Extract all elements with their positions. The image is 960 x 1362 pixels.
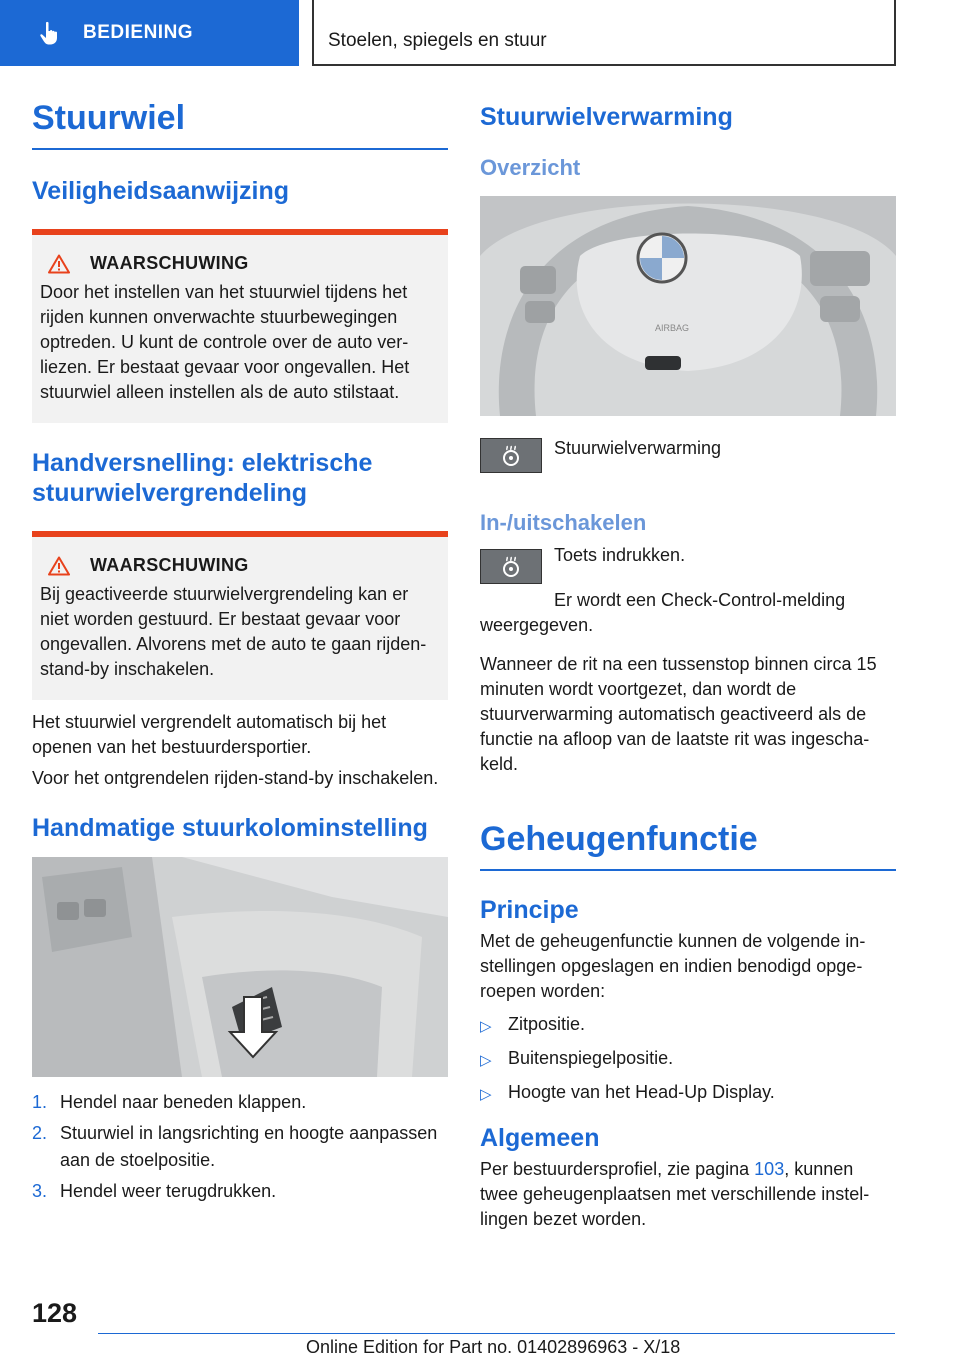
triangle-bullet-icon: ▷ (480, 1086, 492, 1103)
steering-heating-icon (500, 556, 522, 578)
list-item: 1. Hendel naar beneden klappen. (32, 1092, 307, 1112)
warning-box-2 (32, 531, 448, 700)
heading-manual-column: Handmatige stuurkolominstelling (32, 814, 428, 842)
right-column (480, 96, 896, 1232)
memory-settings-list (480, 1012, 896, 1107)
list-item: ▷ Zitpositie. (480, 1012, 896, 1039)
paragraph-lock-release: Voor het ontgrendelen rijden-stand-by inschakelen. (32, 768, 439, 788)
chapter-title-box (312, 0, 896, 66)
steering-heating-icon (500, 445, 522, 467)
steering-heating-button (480, 438, 542, 473)
paragraph-auto-activation: Wanneer de rit na een tussenstop binnen circa 15 minuten wordt voortgezet, dan wordt de stuurverwarming automatisch geactiveerd als de functie na afloop van de laatste rit was ingeschakeld. (480, 654, 877, 774)
page-header (0, 0, 960, 66)
triangle-bullet-icon: ▷ (480, 1052, 492, 1069)
page-title-steering-wheel: Stuurwiel (32, 96, 448, 150)
heading-steering-heating: Stuurwielverwarming (480, 103, 733, 131)
hand-pointer-icon (37, 20, 63, 46)
left-column (32, 96, 448, 1209)
warning-triangle-icon (48, 254, 70, 274)
paragraph-general: Per bestuurdersprofiel, zie pagina 103, kunnen twee geheugenplaatsen met verschillende instellingen bezet worden. (480, 1159, 870, 1229)
steering-column-illustration (32, 857, 448, 1077)
warning-header (40, 555, 440, 576)
steering-wheel-drawing (480, 196, 896, 416)
button-caption: Stuurwielverwarming (554, 438, 722, 458)
triangle-bullet-icon: ▷ (480, 1018, 492, 1035)
paragraph-principle: Met de geheugenfunctie kunnen de volgende instellingen opgeslagen en indien benodigd opgeroepen worden: (480, 931, 866, 1001)
paragraph-check-control: Er wordt een Check-Control-melding weergegeven. (480, 590, 846, 635)
section-label: BEDIENING (83, 22, 194, 43)
heating-button-marker (645, 356, 681, 370)
heading-general: Algemeen (480, 1124, 600, 1152)
steering-column-drawing (32, 857, 448, 1077)
steering-wheel-illustration (480, 196, 896, 416)
list-item: 3. Hendel weer terugdrukken. (32, 1181, 277, 1201)
heating-button-caption-row (480, 438, 896, 473)
heading-principle: Principe (480, 896, 579, 924)
warning-header (40, 253, 440, 274)
airbag-label: AIRBAG (655, 323, 690, 333)
heading-overview: Overzicht (480, 155, 581, 180)
list-item: ▷ Buitenspiegelpositie. (480, 1046, 896, 1073)
warning-text: Bij geactiveerde stuurwielvergrendeling kan er niet worden gestuurd. Er bestaat gevaar voor ongevallen. Alvorens met de auto te gaan rijden-stand-by inschakelen. (40, 584, 427, 679)
chapter-title: Stoelen, spiegels en stuur (328, 30, 547, 51)
paragraph-lock-auto: Het stuurwiel vergrendelt automatisch bij het openen van het bestuurdersportier. (32, 712, 387, 757)
title-memory-function: Geheugenfunctie (480, 817, 896, 871)
onoff-row (480, 545, 896, 584)
paragraph-press-button: Toets indrukken. (554, 545, 686, 565)
list-item: 2. Stuurwiel in langsrichting en hoogte aanpassen aan de stoelpositie. (32, 1123, 438, 1170)
warning-box-1 (32, 229, 448, 423)
heading-steering-lock: Handversnelling: elektrische stuurwielvergrendeling (32, 449, 373, 507)
list-item: ▷ Hoogte van het Head-Up Display. (480, 1080, 896, 1107)
page-number: 128 (32, 1298, 78, 1328)
edition-text: Online Edition for Part no. 01402896963 - X/18 (306, 1337, 681, 1357)
page-link-103[interactable]: 103 (754, 1159, 785, 1179)
footer-divider (98, 1333, 895, 1334)
heading-safety: Veiligheidsaanwijzing (32, 177, 290, 205)
warning-label: WAARSCHUWING (90, 555, 249, 575)
section-tab (0, 0, 299, 66)
steering-heating-button (480, 549, 542, 584)
heading-on-off: In-/uitschakelen (480, 510, 647, 535)
warning-text: Door het instellen van het stuurwiel tijdens het rijden kunnen onverwachte stuurbewegingen optreden. U kunt de controle over de auto verliezen. Er bestaat gevaar voor ongevallen. Het stuurwiel alleen instellen als de auto stilstaat. (40, 282, 410, 402)
warning-triangle-icon (48, 556, 70, 576)
steps-list (32, 1089, 448, 1205)
warning-label: WAARSCHUWING (90, 253, 249, 273)
